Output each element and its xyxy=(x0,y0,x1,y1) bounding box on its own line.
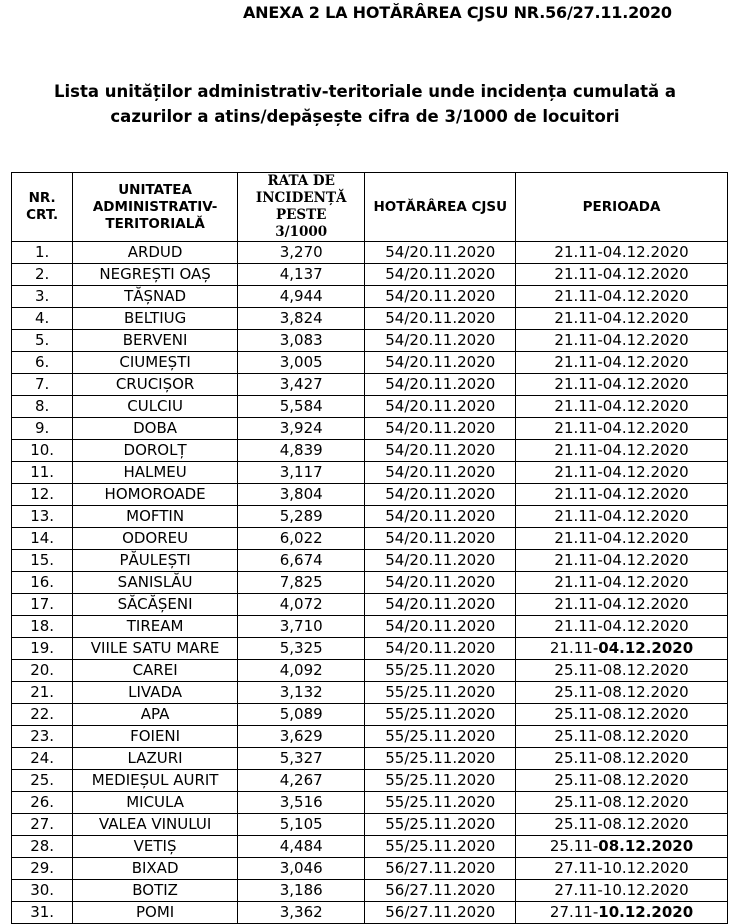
cell-decision: 56/27.11.2020 xyxy=(365,880,516,902)
cell-period xyxy=(516,264,728,286)
period-end: 10.12.2020 xyxy=(602,881,689,899)
cell-decision: 54/20.11.2020 xyxy=(365,528,516,550)
cell-rate: 3,270 xyxy=(237,242,365,264)
cell-nr: 23. xyxy=(12,726,73,748)
cell-decision: 54/20.11.2020 xyxy=(365,638,516,660)
cell-rate: 4,267 xyxy=(237,770,365,792)
period-end: 08.12.2020 xyxy=(602,771,689,789)
table-row xyxy=(12,748,728,770)
cell-nr: 16. xyxy=(12,572,73,594)
cell-period xyxy=(516,682,728,704)
cell-unit: VALEA VINULUI xyxy=(73,814,238,836)
cell-period xyxy=(516,528,728,550)
cell-rate: 5,105 xyxy=(237,814,365,836)
cell-decision: 54/20.11.2020 xyxy=(365,308,516,330)
cell-nr: 2. xyxy=(12,264,73,286)
cell-decision: 54/20.11.2020 xyxy=(365,484,516,506)
cell-period xyxy=(516,880,728,902)
period-start: 21.11- xyxy=(554,419,603,437)
table-row xyxy=(12,528,728,550)
period-start: 21.11- xyxy=(554,353,603,371)
cell-rate: 7,825 xyxy=(237,572,365,594)
period-start: 25.11- xyxy=(554,661,603,679)
cell-rate: 3,804 xyxy=(237,484,365,506)
cell-nr: 9. xyxy=(12,418,73,440)
cell-period xyxy=(516,396,728,418)
period-end: 04.12.2020 xyxy=(602,265,689,283)
table-row xyxy=(12,374,728,396)
period-start: 25.11- xyxy=(554,771,603,789)
period-start: 25.11- xyxy=(554,705,603,723)
period-end: 04.12.2020 xyxy=(602,419,689,437)
header-period: PERIOADA xyxy=(516,173,728,242)
cell-period xyxy=(516,550,728,572)
header-rate: RATA DE INCIDENȚĂ PESTE 3/1000 xyxy=(237,173,365,242)
cell-unit: ODOREU xyxy=(73,528,238,550)
cell-unit: ARDUD xyxy=(73,242,238,264)
period-start: 21.11- xyxy=(554,309,603,327)
cell-unit: BERVENI xyxy=(73,330,238,352)
table-row xyxy=(12,484,728,506)
cell-period xyxy=(516,440,728,462)
cell-rate: 3,924 xyxy=(237,418,365,440)
cell-decision: 54/20.11.2020 xyxy=(365,330,516,352)
cell-unit: DOBA xyxy=(73,418,238,440)
cell-period xyxy=(516,352,728,374)
cell-rate: 3,132 xyxy=(237,682,365,704)
period-start: 21.11- xyxy=(554,375,603,393)
cell-rate: 5,325 xyxy=(237,638,365,660)
cell-unit: VIILE SATU MARE xyxy=(73,638,238,660)
period-end: 10.12.2020 xyxy=(602,859,689,877)
cell-period xyxy=(516,704,728,726)
period-end: 04.12.2020 xyxy=(602,573,689,591)
cell-period xyxy=(516,484,728,506)
cell-rate: 3,629 xyxy=(237,726,365,748)
cell-unit: LIVADA xyxy=(73,682,238,704)
period-start: 21.11- xyxy=(554,397,603,415)
table-row xyxy=(12,792,728,814)
period-end: 04.12.2020 xyxy=(602,617,689,635)
table-row xyxy=(12,440,728,462)
cell-decision: 54/20.11.2020 xyxy=(365,396,516,418)
cell-unit: CRUCIȘOR xyxy=(73,374,238,396)
cell-rate: 3,362 xyxy=(237,902,365,924)
table-row xyxy=(12,682,728,704)
cell-rate: 5,289 xyxy=(237,506,365,528)
cell-rate: 5,584 xyxy=(237,396,365,418)
period-end: 04.12.2020 xyxy=(602,309,689,327)
cell-unit: BELTIUG xyxy=(73,308,238,330)
cell-period xyxy=(516,330,728,352)
period-end: 08.12.2020 xyxy=(602,815,689,833)
cell-unit: POMI xyxy=(73,902,238,924)
cell-period xyxy=(516,748,728,770)
cell-decision: 56/27.11.2020 xyxy=(365,858,516,880)
cell-decision: 54/20.11.2020 xyxy=(365,286,516,308)
cell-unit: MEDIEȘUL AURIT xyxy=(73,770,238,792)
period-end: 04.12.2020 xyxy=(602,595,689,613)
cell-nr: 30. xyxy=(12,880,73,902)
period-end: 04.12.2020 xyxy=(602,287,689,305)
cell-nr: 11. xyxy=(12,462,73,484)
cell-rate: 6,022 xyxy=(237,528,365,550)
period-end: 08.12.2020 xyxy=(602,683,689,701)
cell-period xyxy=(516,814,728,836)
cell-nr: 29. xyxy=(12,858,73,880)
table-row xyxy=(12,594,728,616)
table-row xyxy=(12,880,728,902)
cell-decision: 54/20.11.2020 xyxy=(365,418,516,440)
period-end: 08.12.2020 xyxy=(602,705,689,723)
table-row xyxy=(12,726,728,748)
cell-rate: 4,092 xyxy=(237,660,365,682)
cell-decision: 55/25.11.2020 xyxy=(365,814,516,836)
cell-rate: 4,072 xyxy=(237,594,365,616)
document-title: Lista unităților administrativ-teritoriale unde incidența cumulată a cazurilor a atins/depășește cifra de 3/1000 de locuitori xyxy=(53,82,677,126)
period-start: 21.11- xyxy=(549,639,599,657)
cell-period xyxy=(516,660,728,682)
incidence-table xyxy=(11,172,728,924)
cell-nr: 15. xyxy=(12,550,73,572)
table-row xyxy=(12,770,728,792)
cell-period xyxy=(516,902,728,924)
cell-nr: 25. xyxy=(12,770,73,792)
cell-rate: 3,083 xyxy=(237,330,365,352)
table-row xyxy=(12,242,728,264)
period-start: 25.11- xyxy=(554,727,603,745)
cell-nr: 13. xyxy=(12,506,73,528)
cell-decision: 54/20.11.2020 xyxy=(365,352,516,374)
cell-rate: 6,674 xyxy=(237,550,365,572)
cell-unit: MOFTIN xyxy=(73,506,238,528)
cell-rate: 3,117 xyxy=(237,462,365,484)
cell-decision: 55/25.11.2020 xyxy=(365,748,516,770)
cell-unit: SĂCĂȘENI xyxy=(73,594,238,616)
cell-nr: 21. xyxy=(12,682,73,704)
period-end: 04.12.2020 xyxy=(602,375,689,393)
header-nr: NR. CRT. xyxy=(12,173,73,242)
cell-period xyxy=(516,594,728,616)
cell-unit: NEGREȘTI OAȘ xyxy=(73,264,238,286)
period-end: 04.12.2020 xyxy=(602,331,689,349)
table-row xyxy=(12,506,728,528)
period-start: 27.11- xyxy=(549,903,599,921)
table-row xyxy=(12,418,728,440)
cell-rate: 5,327 xyxy=(237,748,365,770)
cell-rate: 4,839 xyxy=(237,440,365,462)
table-row xyxy=(12,308,728,330)
period-start: 21.11- xyxy=(554,463,603,481)
period-start: 21.11- xyxy=(554,265,603,283)
period-start: 21.11- xyxy=(554,551,603,569)
cell-nr: 27. xyxy=(12,814,73,836)
cell-nr: 14. xyxy=(12,528,73,550)
period-end: 10.12.2020 xyxy=(598,903,694,921)
cell-unit: HALMEU xyxy=(73,462,238,484)
cell-nr: 10. xyxy=(12,440,73,462)
period-start: 21.11- xyxy=(554,617,603,635)
cell-period xyxy=(516,792,728,814)
period-start: 25.11- xyxy=(554,683,603,701)
cell-unit: DOROLȚ xyxy=(73,440,238,462)
period-end: 08.12.2020 xyxy=(602,749,689,767)
table-row xyxy=(12,902,728,924)
cell-period xyxy=(516,506,728,528)
cell-decision: 55/25.11.2020 xyxy=(365,792,516,814)
cell-unit: APA xyxy=(73,704,238,726)
period-end: 08.12.2020 xyxy=(602,727,689,745)
cell-period xyxy=(516,242,728,264)
cell-unit: BOTIZ xyxy=(73,880,238,902)
period-start: 21.11- xyxy=(554,441,603,459)
cell-period xyxy=(516,572,728,594)
cell-nr: 26. xyxy=(12,792,73,814)
period-start: 27.11- xyxy=(554,881,603,899)
period-end: 04.12.2020 xyxy=(602,243,689,261)
cell-decision: 54/20.11.2020 xyxy=(365,264,516,286)
table-row xyxy=(12,286,728,308)
period-end: 08.12.2020 xyxy=(598,837,694,855)
cell-decision: 55/25.11.2020 xyxy=(365,770,516,792)
period-end: 04.12.2020 xyxy=(602,353,689,371)
cell-nr: 5. xyxy=(12,330,73,352)
cell-period xyxy=(516,308,728,330)
cell-decision: 54/20.11.2020 xyxy=(365,242,516,264)
cell-decision: 54/20.11.2020 xyxy=(365,506,516,528)
cell-decision: 54/20.11.2020 xyxy=(365,462,516,484)
period-start: 21.11- xyxy=(554,507,603,525)
cell-nr: 6. xyxy=(12,352,73,374)
period-start: 21.11- xyxy=(554,243,603,261)
cell-decision: 56/27.11.2020 xyxy=(365,902,516,924)
table-row xyxy=(12,814,728,836)
cell-unit: VETIȘ xyxy=(73,836,238,858)
period-start: 21.11- xyxy=(554,529,603,547)
period-end: 04.12.2020 xyxy=(602,529,689,547)
period-start: 21.11- xyxy=(554,287,603,305)
cell-decision: 55/25.11.2020 xyxy=(365,660,516,682)
cell-unit: MICULA xyxy=(73,792,238,814)
period-start: 25.11- xyxy=(549,837,599,855)
cell-rate: 3,186 xyxy=(237,880,365,902)
period-start: 21.11- xyxy=(554,595,603,613)
table-row xyxy=(12,858,728,880)
cell-period xyxy=(516,858,728,880)
cell-period xyxy=(516,726,728,748)
table-row xyxy=(12,330,728,352)
cell-unit: CAREI xyxy=(73,660,238,682)
period-end: 04.12.2020 xyxy=(602,507,689,525)
period-end: 04.12.2020 xyxy=(602,441,689,459)
cell-period xyxy=(516,616,728,638)
table-row xyxy=(12,572,728,594)
period-end: 08.12.2020 xyxy=(602,793,689,811)
cell-decision: 54/20.11.2020 xyxy=(365,374,516,396)
cell-nr: 12. xyxy=(12,484,73,506)
cell-decision: 54/20.11.2020 xyxy=(365,572,516,594)
cell-period xyxy=(516,462,728,484)
period-end: 04.12.2020 xyxy=(602,485,689,503)
table-row xyxy=(12,616,728,638)
cell-rate: 3,046 xyxy=(237,858,365,880)
cell-decision: 55/25.11.2020 xyxy=(365,682,516,704)
period-end: 04.12.2020 xyxy=(602,551,689,569)
cell-unit: HOMOROADE xyxy=(73,484,238,506)
header-unit: UNITATEA ADMINISTRATIV-TERITORIALĂ xyxy=(73,173,238,242)
period-start: 21.11- xyxy=(554,331,603,349)
cell-rate: 4,484 xyxy=(237,836,365,858)
period-start: 27.11- xyxy=(554,859,603,877)
cell-decision: 54/20.11.2020 xyxy=(365,550,516,572)
cell-decision: 55/25.11.2020 xyxy=(365,704,516,726)
cell-nr: 7. xyxy=(12,374,73,396)
cell-unit: PĂULEȘTI xyxy=(73,550,238,572)
table-row xyxy=(12,836,728,858)
period-end: 04.12.2020 xyxy=(602,397,689,415)
period-end: 08.12.2020 xyxy=(602,661,689,679)
cell-period xyxy=(516,374,728,396)
cell-nr: 24. xyxy=(12,748,73,770)
table-row xyxy=(12,352,728,374)
cell-decision: 54/20.11.2020 xyxy=(365,440,516,462)
table-row xyxy=(12,704,728,726)
cell-rate: 4,137 xyxy=(237,264,365,286)
table-row xyxy=(12,462,728,484)
cell-unit: CIUMEȘTI xyxy=(73,352,238,374)
cell-rate: 3,824 xyxy=(237,308,365,330)
cell-unit: SANISLĂU xyxy=(73,572,238,594)
cell-rate: 3,427 xyxy=(237,374,365,396)
cell-period xyxy=(516,638,728,660)
cell-nr: 31. xyxy=(12,902,73,924)
cell-rate: 3,005 xyxy=(237,352,365,374)
cell-decision: 54/20.11.2020 xyxy=(365,594,516,616)
cell-unit: LAZURI xyxy=(73,748,238,770)
cell-nr: 3. xyxy=(12,286,73,308)
table-header-row xyxy=(12,173,728,242)
cell-decision: 55/25.11.2020 xyxy=(365,726,516,748)
table-row xyxy=(12,264,728,286)
header-decision: HOTĂRÂREA CJSU xyxy=(365,173,516,242)
cell-nr: 20. xyxy=(12,660,73,682)
period-start: 21.11- xyxy=(554,485,603,503)
cell-unit: TIREAM xyxy=(73,616,238,638)
cell-nr: 19. xyxy=(12,638,73,660)
cell-period xyxy=(516,286,728,308)
period-end: 04.12.2020 xyxy=(598,639,694,657)
cell-unit: TĂȘNAD xyxy=(73,286,238,308)
cell-unit: FOIENI xyxy=(73,726,238,748)
cell-nr: 17. xyxy=(12,594,73,616)
cell-rate: 3,516 xyxy=(237,792,365,814)
cell-decision: 55/25.11.2020 xyxy=(365,836,516,858)
cell-nr: 1. xyxy=(12,242,73,264)
table-row xyxy=(12,396,728,418)
period-start: 25.11- xyxy=(554,815,603,833)
cell-period xyxy=(516,836,728,858)
cell-period xyxy=(516,770,728,792)
cell-nr: 22. xyxy=(12,704,73,726)
cell-nr: 8. xyxy=(12,396,73,418)
cell-unit: CULCIU xyxy=(73,396,238,418)
table-row xyxy=(12,638,728,660)
cell-decision: 54/20.11.2020 xyxy=(365,616,516,638)
cell-unit: BIXAD xyxy=(73,858,238,880)
cell-nr: 4. xyxy=(12,308,73,330)
period-end: 04.12.2020 xyxy=(602,463,689,481)
cell-period xyxy=(516,418,728,440)
period-start: 25.11- xyxy=(554,749,603,767)
table-row xyxy=(12,550,728,572)
cell-nr: 18. xyxy=(12,616,73,638)
annex-heading: ANEXA 2 LA HOTĂRÂREA CJSU NR.56/27.11.2020 xyxy=(243,3,672,22)
table-row xyxy=(12,660,728,682)
period-start: 25.11- xyxy=(554,793,603,811)
period-start: 21.11- xyxy=(554,573,603,591)
cell-rate: 4,944 xyxy=(237,286,365,308)
cell-nr: 28. xyxy=(12,836,73,858)
cell-rate: 5,089 xyxy=(237,704,365,726)
cell-rate: 3,710 xyxy=(237,616,365,638)
